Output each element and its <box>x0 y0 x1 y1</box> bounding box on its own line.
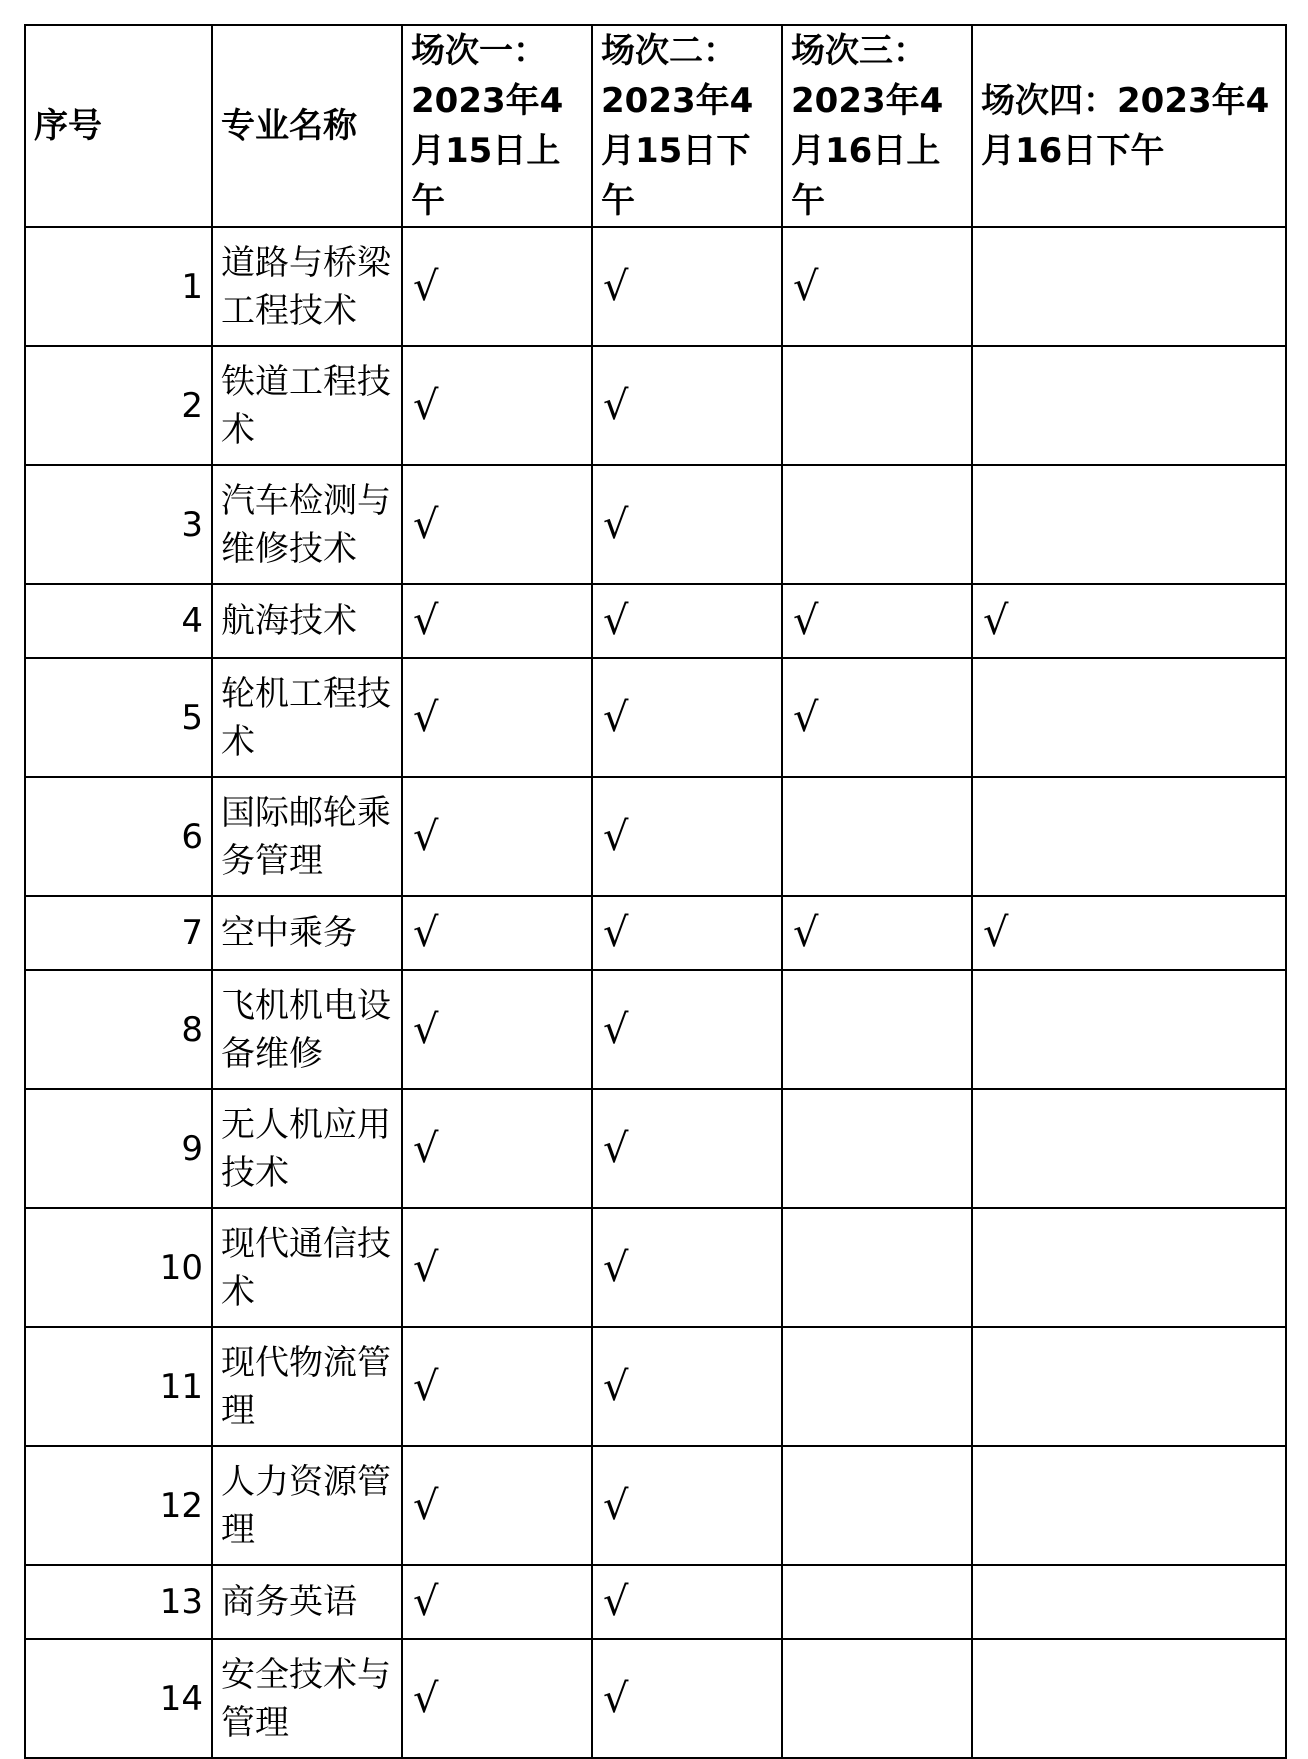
session-2-cell: √ <box>592 1327 782 1446</box>
session-2-cell: √ <box>592 970 782 1089</box>
session-1-cell: √ <box>402 465 592 584</box>
session-3-cell <box>782 970 972 1089</box>
row-index: 9 <box>25 1089 212 1208</box>
session-1-cell: √ <box>402 1639 592 1758</box>
session-3-cell <box>782 1089 972 1208</box>
table-row <box>25 227 1286 346</box>
header-row <box>25 25 1286 227</box>
session-3-cell: √ <box>782 584 972 658</box>
table-row <box>25 896 1286 970</box>
session-1-cell: √ <box>402 346 592 465</box>
table-row <box>25 658 1286 777</box>
session-2-cell: √ <box>592 896 782 970</box>
session-1-cell: √ <box>402 1327 592 1446</box>
session-2-cell: √ <box>592 777 782 896</box>
session-3-cell <box>782 465 972 584</box>
row-major-name: 商务英语 <box>212 1565 402 1639</box>
session-2-cell: √ <box>592 584 782 658</box>
session-3-cell <box>782 346 972 465</box>
session-3-cell <box>782 1327 972 1446</box>
row-major-name: 航海技术 <box>212 584 402 658</box>
row-major-name: 无人机应用技术 <box>212 1089 402 1208</box>
row-index: 7 <box>25 896 212 970</box>
session-4-cell <box>972 227 1286 346</box>
session-1-cell: √ <box>402 1565 592 1639</box>
row-major-name: 现代通信技术 <box>212 1208 402 1327</box>
row-major-name: 汽车检测与维修技术 <box>212 465 402 584</box>
session-3-cell: √ <box>782 896 972 970</box>
table-row <box>25 1208 1286 1327</box>
row-index: 6 <box>25 777 212 896</box>
table-row <box>25 465 1286 584</box>
session-2-cell: √ <box>592 1639 782 1758</box>
session-4-cell <box>972 1446 1286 1565</box>
exam-schedule-table <box>24 24 1287 1759</box>
table-row <box>25 1446 1286 1565</box>
session-4-cell <box>972 970 1286 1089</box>
session-2-cell: √ <box>592 465 782 584</box>
row-index: 1 <box>25 227 212 346</box>
session-2-cell: √ <box>592 658 782 777</box>
session-4-cell <box>972 1208 1286 1327</box>
session-3-cell <box>782 1208 972 1327</box>
row-index: 2 <box>25 346 212 465</box>
row-major-name: 空中乘务 <box>212 896 402 970</box>
header-session-1: 场次一：2023年4月15日上午 <box>402 25 592 227</box>
session-4-cell <box>972 1565 1286 1639</box>
session-3-cell: √ <box>782 227 972 346</box>
header-session-4: 场次四：2023年4月16日下午 <box>972 25 1286 227</box>
table-row <box>25 346 1286 465</box>
session-4-cell <box>972 465 1286 584</box>
row-index: 5 <box>25 658 212 777</box>
row-index: 12 <box>25 1446 212 1565</box>
table-row <box>25 1565 1286 1639</box>
row-major-name: 现代物流管理 <box>212 1327 402 1446</box>
row-index: 4 <box>25 584 212 658</box>
row-index: 14 <box>25 1639 212 1758</box>
session-2-cell: √ <box>592 1446 782 1565</box>
session-1-cell: √ <box>402 970 592 1089</box>
session-4-cell <box>972 658 1286 777</box>
session-1-cell: √ <box>402 1208 592 1327</box>
table-row <box>25 1327 1286 1446</box>
row-major-name: 飞机机电设备维修 <box>212 970 402 1089</box>
session-2-cell: √ <box>592 1089 782 1208</box>
session-1-cell: √ <box>402 584 592 658</box>
row-index: 3 <box>25 465 212 584</box>
table-row <box>25 584 1286 658</box>
session-2-cell: √ <box>592 227 782 346</box>
row-index: 13 <box>25 1565 212 1639</box>
row-index: 10 <box>25 1208 212 1327</box>
row-major-name: 国际邮轮乘务管理 <box>212 777 402 896</box>
session-3-cell: √ <box>782 658 972 777</box>
session-1-cell: √ <box>402 1089 592 1208</box>
session-4-cell <box>972 346 1286 465</box>
session-2-cell: √ <box>592 346 782 465</box>
session-4-cell <box>972 1639 1286 1758</box>
session-1-cell: √ <box>402 896 592 970</box>
row-index: 8 <box>25 970 212 1089</box>
header-session-2: 场次二：2023年4月15日下午 <box>592 25 782 227</box>
session-3-cell <box>782 777 972 896</box>
table-row <box>25 777 1286 896</box>
row-major-name: 人力资源管理 <box>212 1446 402 1565</box>
session-1-cell: √ <box>402 777 592 896</box>
session-1-cell: √ <box>402 227 592 346</box>
header-index: 序号 <box>25 25 212 227</box>
session-3-cell <box>782 1446 972 1565</box>
session-3-cell <box>782 1639 972 1758</box>
session-4-cell: √ <box>972 584 1286 658</box>
table-row <box>25 970 1286 1089</box>
session-3-cell <box>782 1565 972 1639</box>
session-4-cell <box>972 777 1286 896</box>
session-4-cell <box>972 1327 1286 1446</box>
session-4-cell <box>972 1089 1286 1208</box>
session-1-cell: √ <box>402 658 592 777</box>
table-row <box>25 1639 1286 1758</box>
session-2-cell: √ <box>592 1208 782 1327</box>
session-4-cell: √ <box>972 896 1286 970</box>
header-major-name: 专业名称 <box>212 25 402 227</box>
session-2-cell: √ <box>592 1565 782 1639</box>
row-major-name: 铁道工程技术 <box>212 346 402 465</box>
session-1-cell: √ <box>402 1446 592 1565</box>
table-body <box>25 227 1286 1758</box>
table-row <box>25 1089 1286 1208</box>
row-major-name: 轮机工程技术 <box>212 658 402 777</box>
row-major-name: 安全技术与管理 <box>212 1639 402 1758</box>
row-index: 11 <box>25 1327 212 1446</box>
header-session-3: 场次三：2023年4月16日上午 <box>782 25 972 227</box>
row-major-name: 道路与桥梁工程技术 <box>212 227 402 346</box>
